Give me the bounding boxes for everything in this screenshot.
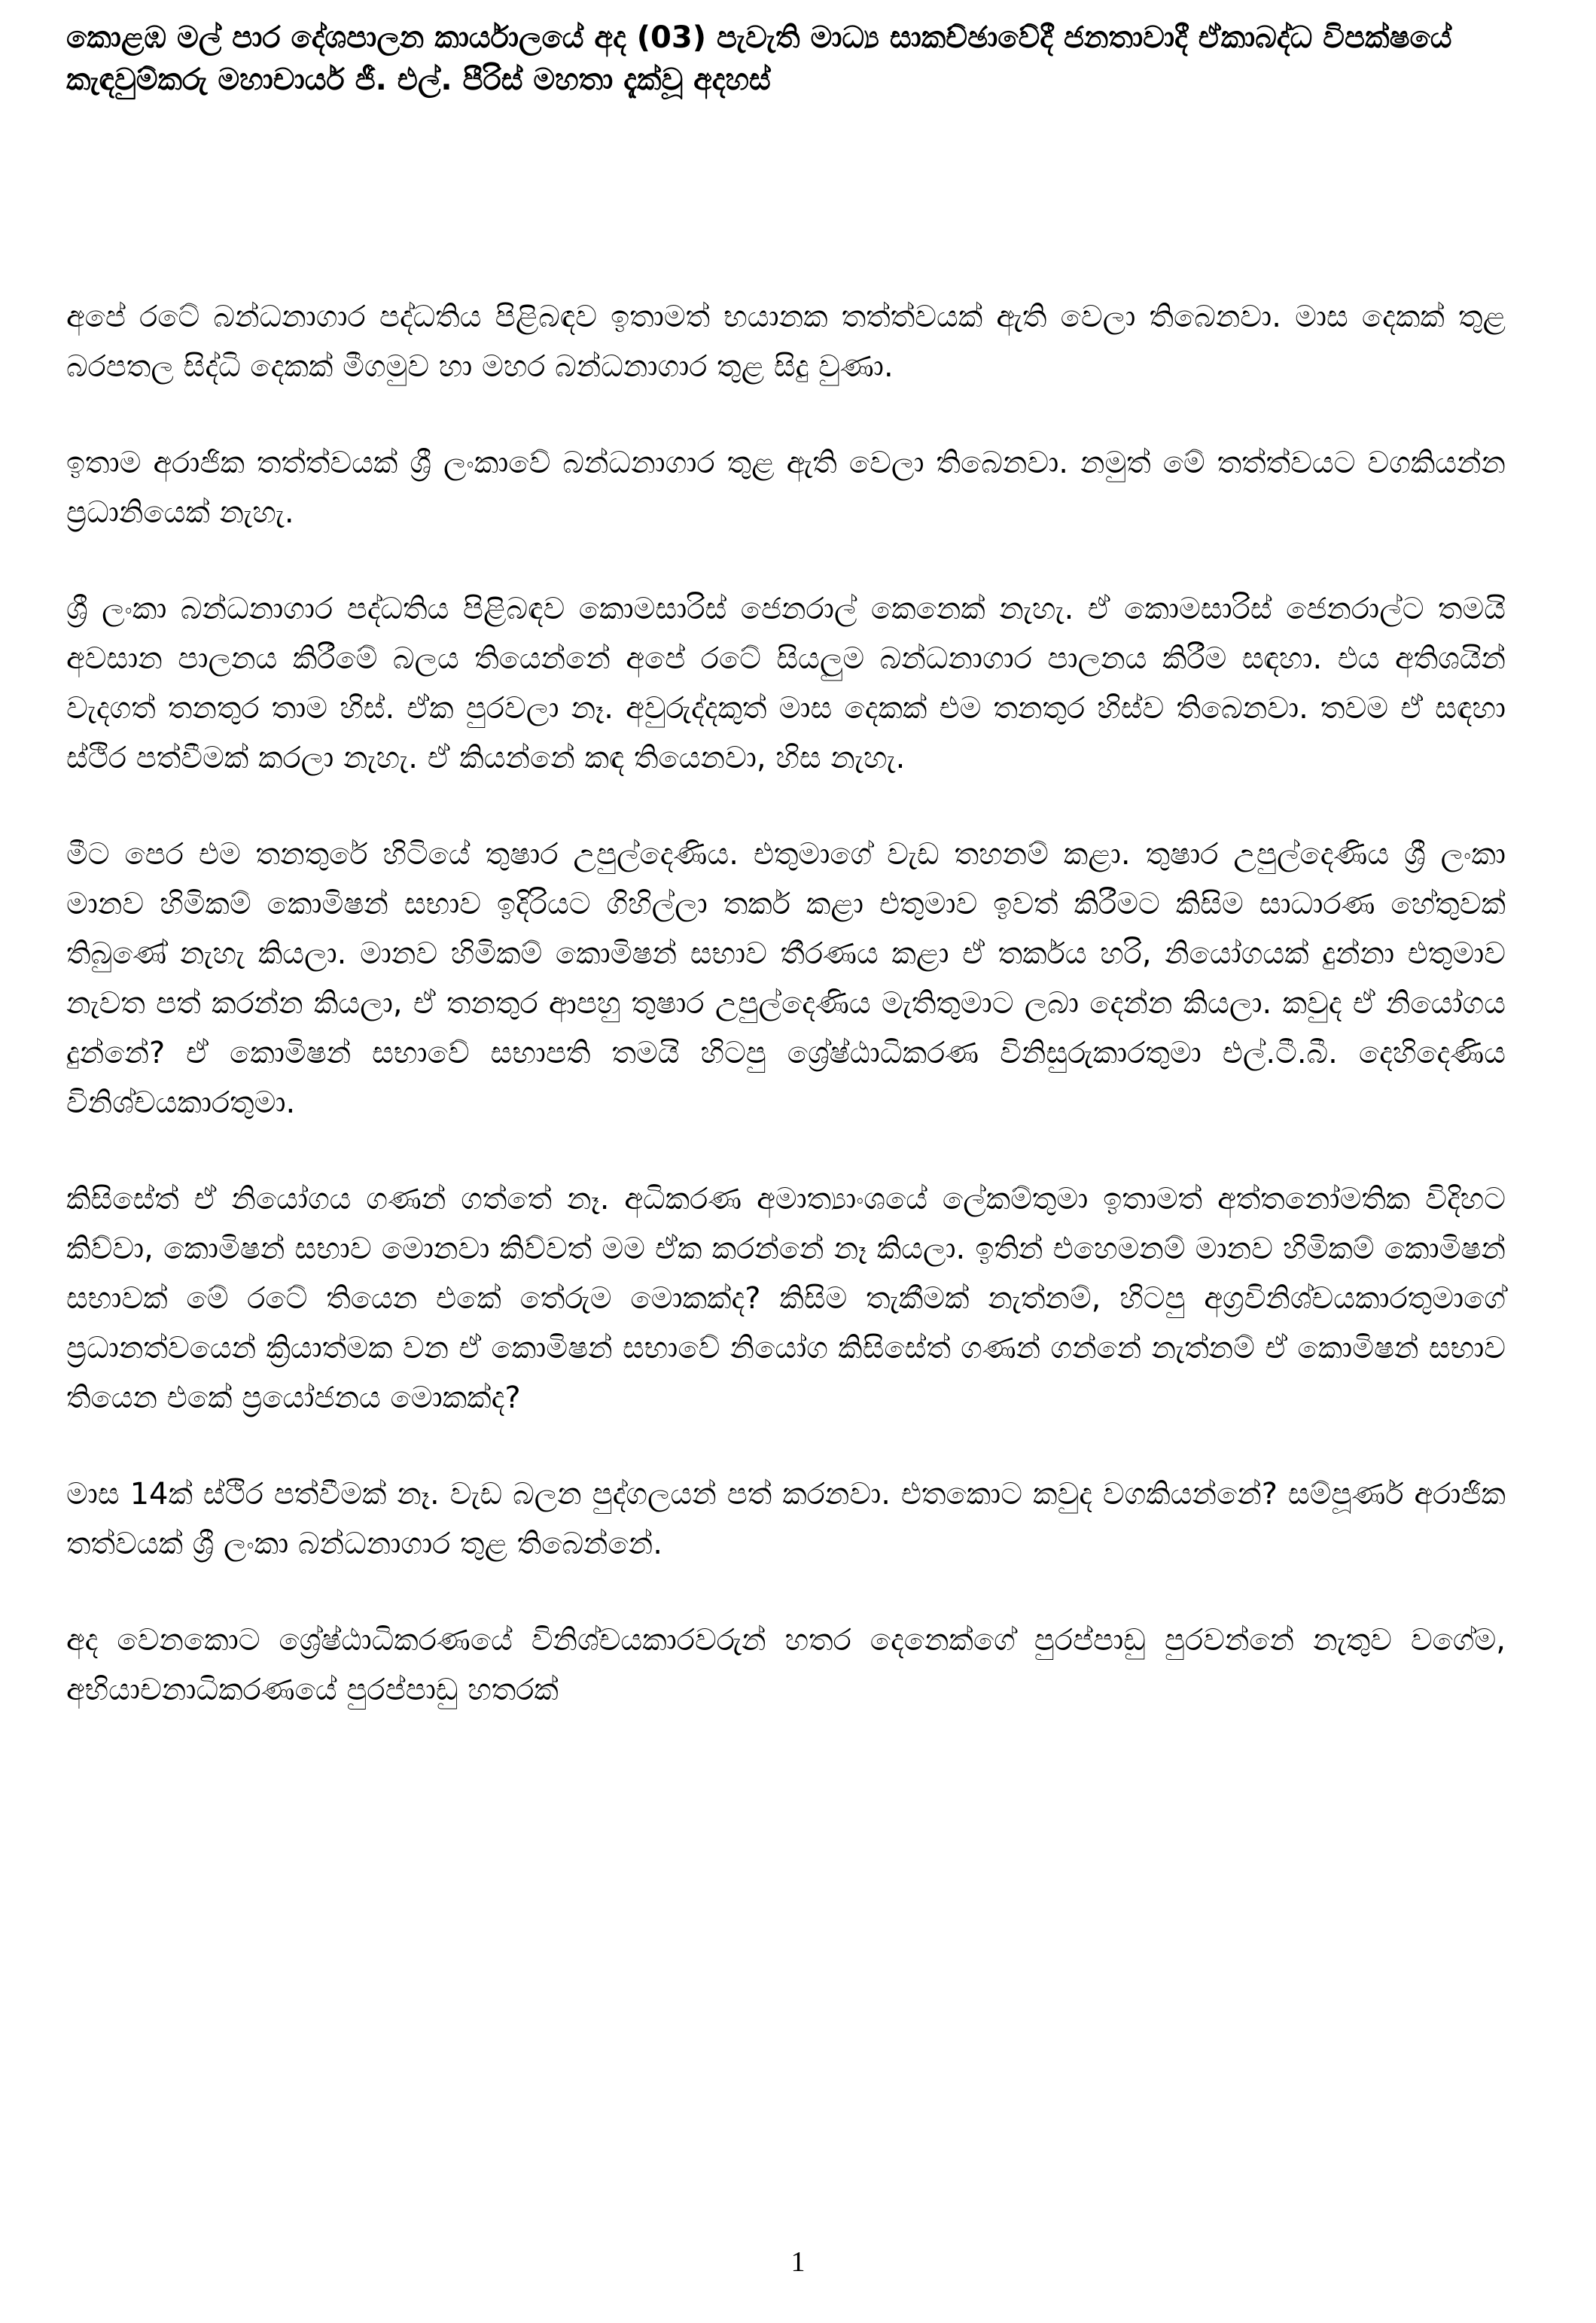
paragraph-1: අපේ රටේ බන්ධනාගාර පද්ධතිය පිළිබඳව ඉතාමත් භයානක තත්ත්වයක් ඇති වෙලා තිබෙනවා. මාස දෙකක් තුළ බරපතල සිද්ධි දෙකක් මීගමුව හා මහර බන්ධනාගාර තුළ සිදු වුණා. <box>66 300 1506 384</box>
paragraph-7: අද වෙනකොට ශ්‍රේෂ්ඨාධිකරණයේ විනිශ්චයකාරවරුන් හතර දෙනෙක්ගේ පුරප්පාඩු පුරවන්නේ නැතුව වගේම, අභියාචනාධිකරණයේ පුරප්පාඩු හතරක් <box>66 1623 1506 1707</box>
document-title: කොළඹ මල් පාර දේශපාලන කාර්යාලයේ අද (03) පැවැති මාධ්‍ය සාකච්ඡාවේදී ජනතාවාදී ඒකාබද්ධ විපක්ෂයේ කැඳවුම්කරු මහාචාර්ය ජී. එල්. පීරිස් මහතා දැක්වූ අදහස් <box>66 20 1452 97</box>
paragraph-4: මීට පෙර එම තනතුරේ හිටියේ තුෂාර උපුල්දෙණිය. එතුමාගේ වැඩ තහනම් කළා. තුෂාර උපුල්දෙණිය ශ්‍රී ලංකා මානව හිමිකම් කොමිෂන් සභාව ඉදිරියට ගිහිල්ලා තර්ක කළා එතුමාව ඉවත් කිරීමට කිසිම සාධාරණ හේතුවක් තිබුණේ නැහැ කියලා. මානව හිමිකම් කොමිෂන් සභාව තීරණය කළා ඒ තර්කය හරි, නියෝගයක් දුන්නා එතුමාව නැවත පත් කරන්න කියලා, ඒ තනතුර ආපහු තුෂාර උපුල්දෙණිය මැතිතුමාට ලබා දෙන්න කියලා. කවුද ඒ නියෝගය දුන්නේ? ඒ කොමිෂන් සභාවේ සභාපති තමයි හිටපු ශ්‍රේෂ්ඨාධිකරණ විනිසුරුකාරතුමා එල්.ටී.බී. දෙහිදෙණිය විනිශ්චයකාරතුමා. <box>66 837 1506 1120</box>
paragraph-2: ඉතාම අරාජික තත්ත්වයක් ශ්‍රී ලංකාවේ බන්ධනාගාර තුළ ඇති වෙලා තිබෙනවා. නමුත් මේ තත්ත්වයට වගකියන්න ප්‍රධානියෙක් නැහැ. <box>66 446 1506 530</box>
paragraph-3: ශ්‍රී ලංකා බන්ධනාගාර පද්ධතිය පිළිබඳව කොමසාරිස් ජෙනරාල් කෙනෙක් නැහැ. ඒ කොමසාරිස් ජෙනරාල්ට තමයි අවසාන පාලනය කිරීමේ බලය තියෙන්නේ අපේ රටේ සියලුම බන්ධනාගාර පාලනය කිරීම සඳහා. එය අතිශයින් වැදගත් තනතුර තාම හිස්. ඒක පුරවලා නෑ. අවුරුද්දකුත් මාස දෙකක් එම තනතුර හිස්ව තිබෙනවා. තවම ඒ සඳහා ස්ථිර පත්වීමක් කරලා නැහැ. ඒ කියන්නේ කඳ තියෙනවා, හිස නැහැ. <box>66 592 1506 775</box>
paragraph-6: මාස 14ක් ස්ථිර පත්වීමක් නෑ. වැඩ බලන පුද්ගලයන් පත් කරනවා. එතකොට කවුද වගකියන්නේ? සම්පූර්ණ අරාජික තත්වයක් ශ්‍රී ලංකා බන්ධනාගාර තුළ තිබෙන්නේ. <box>66 1477 1506 1561</box>
paragraph-5: කිසිසේත් ඒ නියෝගය ගණන් ගත්තේ නෑ. අධිකරණ අමාත්‍යාංශයේ ලේකම්තුමා ඉතාමත් අත්තනෝමතික විදිහට කිව්වා, කොමිෂන් සභාව මොනවා කිව්වත් මම ඒක කරන්නේ නෑ කියලා. ඉතින් එහෙමනම් මානව හිමිකම් කොමිෂන් සභාවක් මේ රටේ තියෙන එකේ තේරුම මොකක්ද? කිසිම තැකීමක් නැත්නම්, හිටපු අග්‍රවිනිශ්චයකාරතුමාගේ ප්‍රධානත්වයෙන් ක්‍රියාත්මක වන ඒ කොමිෂන් සභාවේ නියෝග කිසිසේත් ගණන් ගන්නේ නැත්නම් ඒ කොමිෂන් සභාව තියෙන එකේ ප්‍රයෝජනය මොකක්ද? <box>66 1182 1506 1415</box>
page-number: 1 <box>790 2246 806 2278</box>
document-body <box>66 292 1506 1761</box>
